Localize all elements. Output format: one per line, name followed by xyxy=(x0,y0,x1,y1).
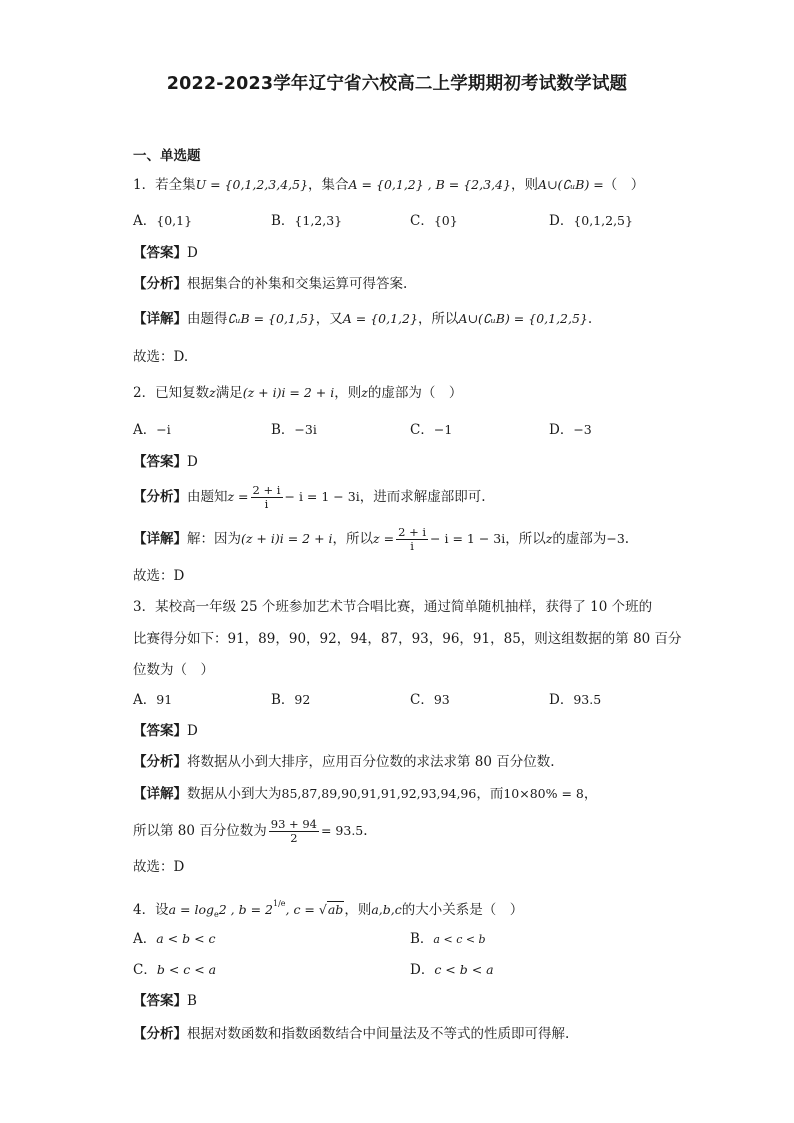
q2-fraction: $\frac{2 + i}{i}$ xyxy=(252,483,281,511)
q3-stem-line1: 3．某校高一年级 25 个班参加艺术节合唱比赛，通过简单随机抽样，获得了 10 个班的 xyxy=(133,599,653,615)
q4-analysis: 【分析】根据对数函数和指数函数结合中间量法及不等式的性质即可得解. xyxy=(133,1026,570,1042)
q3-analysis: 【分析】将数据从小到大排序，应用百分位数的求法求第 80 百分位数. xyxy=(133,754,555,770)
q3-stem-line2: 比赛得分如下：91，89，90，92，94，87，93，96，91，85，则这组数据的第 80 百分 xyxy=(133,631,682,647)
q4-option-d: D．c < b < a xyxy=(410,962,494,978)
q2-analysis: 【分析】由题知z = $\frac{2 + i}{i}$ − i = 1 − 3i，进而求解虚部即可. xyxy=(133,483,486,511)
q4-option-b: B．a < c < b xyxy=(410,931,486,947)
universal-set: U = {0,1,2,3,4,5} xyxy=(195,177,309,192)
q2-option-b: B．−3i xyxy=(271,422,317,438)
q3-option-d: D．93.5 xyxy=(549,692,602,708)
question-expression: A∪(∁ᵤB) = xyxy=(537,177,604,192)
question-1-stem: 1．若全集U = {0,1,2,3,4,5}，集合A = {0,1,2} , B = {2,3,4}，则A∪(∁ᵤB) =（ ） xyxy=(133,177,645,193)
q1-option-c: C．{0} xyxy=(410,213,458,229)
q1-answer: 【答案】D xyxy=(133,245,198,261)
section-heading: 一、单选题 xyxy=(133,148,201,164)
q3-answer: 【答案】D xyxy=(133,723,198,739)
q4-option-a: A．a < b < c xyxy=(133,931,216,947)
q3-option-a: A．91 xyxy=(133,692,173,708)
q3-fraction: $\frac{93 + 94}{2}$ xyxy=(270,817,317,845)
q2-option-a: A．−i xyxy=(133,422,171,438)
q2-conclusion: 故选：D xyxy=(133,568,185,584)
q2-answer: 【答案】D xyxy=(133,454,198,470)
q3-conclusion: 故选：D xyxy=(133,859,185,875)
q2-detail: 【详解】解：因为(z + i)i = 2 + i，所以z = $\frac{2 + i}{i}$ − i = 1 − 3i，所以z的虚部为−3. xyxy=(133,525,630,553)
q3-option-b: B．92 xyxy=(271,692,311,708)
q3-option-c: C．93 xyxy=(410,692,450,708)
q3-percentile-result: 所以第 80 百分位数为 $\frac{93 + 94}{2}$ = 93.5. xyxy=(133,817,368,845)
q1-option-d: D．{0,1,2,5} xyxy=(549,213,633,229)
q1-conclusion: 故选：D. xyxy=(133,349,189,365)
q3-stem-line3: 位数为（ ） xyxy=(133,662,214,678)
q4-answer: 【答案】B xyxy=(133,993,197,1009)
question-4-stem: 4．设$a = \log_e2$ , $b = 2^{1/e}$, c = √ab，则a,b,c的大小关系是（ ） xyxy=(133,899,524,919)
sets-a-b: A = {0,1,2} , B = {2,3,4} xyxy=(348,177,511,192)
q1-detail: 【详解】由题得∁ᵤB = {0,1,5}，又A = {0,1,2}，所以A∪(∁ᵤB) = {0,1,2,5}. xyxy=(133,311,593,327)
q2-detail-fraction: $\frac{2 + i}{i}$ xyxy=(398,525,427,553)
q2-option-d: D．−3 xyxy=(549,422,592,438)
q4-option-c: C．b < c < a xyxy=(133,962,217,978)
question-2-stem: 2．已知复数z满足(z + i)i = 2 + i，则z的虚部为（ ） xyxy=(133,385,463,401)
q1-option-a: A．{0,1} xyxy=(133,213,193,229)
q3-detail: 【详解】数据从小到大为85,87,89,90,91,91,92,93,94,96，而10×80% = 8， xyxy=(133,786,598,802)
page-title: 2022-2023学年辽宁省六校高二上学期期初考试数学试题 xyxy=(166,74,628,94)
q1-option-b: B．{1,2,3} xyxy=(271,213,343,229)
q1-analysis: 【分析】根据集合的补集和交集运算可得答案. xyxy=(133,276,408,292)
q2-option-c: C．−1 xyxy=(410,422,453,438)
